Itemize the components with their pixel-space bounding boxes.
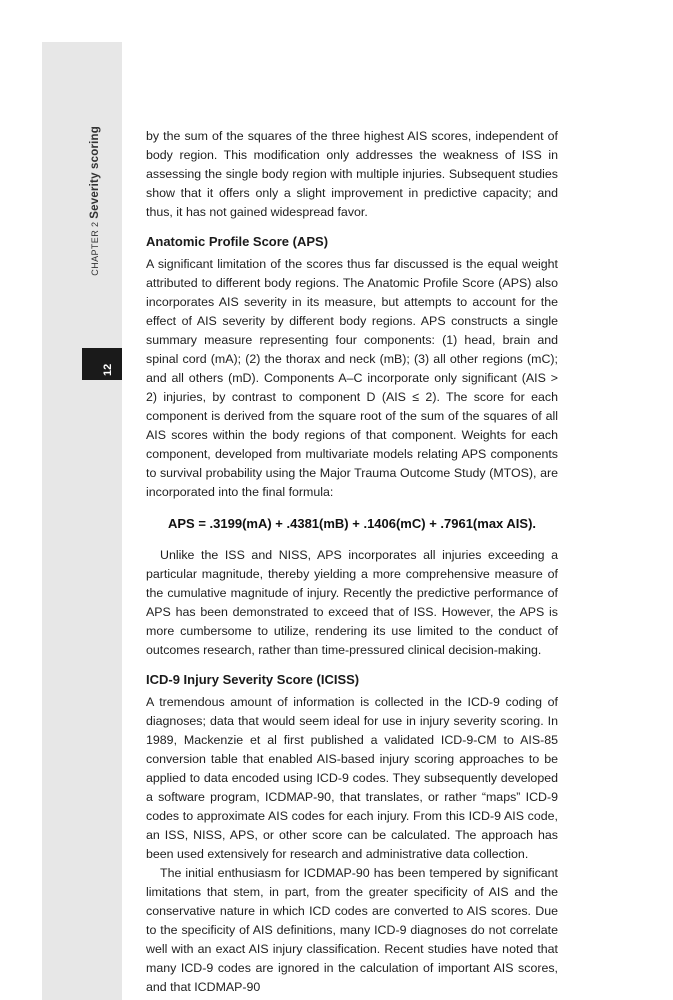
paragraph-iciss-1: A tremendous amount of information is collected in the ICD-9 coding of diagnoses; data that would seem ideal for use in injury severity scoring. In 1989, Mackenzie et al first published a validated ICD-9-CM to AIS-85 conversion table that enabled AIS-based injury scoring approaches to be applied to data encoded using ICD-9 codes. They subsequently developed a software program, ICDMAP-90, that translates, or rather “maps” ICD-9 codes to approximate AIS codes for each injury. From this ICD-9 AIS code, an ISS, NISS, APS, or other score can be calculated. The approach has been used extensively for research and administrative data collection.: [146, 695, 558, 861]
margin-sidebar: [42, 42, 122, 1000]
paragraph-aps-1: A significant limitation of the scores thus far discussed is the equal weight attributed to different body regions. The Anatomic Profile Score (APS) also incorporates AIS severity in its measure, but attempts to account for the effect of AIS severity by different body regions. APS constructs a single summary measure representing four components: (1) head, brain and spinal cord (mA); (2) the thorax and neck (mB); (3) all other regions (mC); and all others (mD). Components A–C incorporate only significant (AIS > 2) injuries, by contrast to component D (AIS ≤ 2). The score for each component is derived from the square root of the sum of the squares of all AIS scores within the body regions of that component. Weights for each component, developed from multivariate models relating APS components to survival probability using the Major Trauma Outcome Study (MTOS), are incorporated into the final formula:: [146, 257, 558, 499]
page-number-tab: [82, 348, 122, 380]
page-number: 12: [102, 363, 114, 376]
heading-aps: Anatomic Profile Score (APS): [146, 234, 329, 249]
heading-iciss: ICD-9 Injury Severity Score (ICISS): [146, 672, 360, 687]
main-text: [146, 127, 558, 997]
chapter-prefix: CHAPTER 2: [90, 218, 100, 276]
paragraph-intro: by the sum of the squares of the three highest AIS scores, independent of body region. This modification only addresses the weakness of ISS in assessing the single body region with multiple injuries. Subsequent studies show that it offers only a slight improvement in predictive capacity; and thus, it has not gained widespread favor.: [146, 129, 558, 219]
aps-formula: APS = .3199(mA) + .4381(mB) + .1406(mC) + .7961(max AIS).: [168, 516, 537, 531]
chapter-title: Severity scoring: [89, 126, 101, 219]
paragraph-aps-2: Unlike the ISS and NISS, APS incorporates all injuries exceeding a particular magnitude, thereby yielding a more comprehensive measure of the cumulative magnitude of injury. Recently the predictive performance of APS has been demonstrated to exceed that of ISS. However, the APS is more cumbersome to utilize, rendering its use limited to the conduct of outcomes research, rather than time-pressured clinical decision-making.: [146, 548, 558, 657]
paragraph-iciss-2: The initial enthusiasm for ICDMAP-90 has been tempered by significant limitations that stem, in part, from the greater specificity of AIS and the conservative nature in which ICD codes are converted to AIS scores. Due to the specificity of AIS definitions, many ICD-9 diagnoses do not correlate well with an exact AIS injury classification. Recent studies have noted that many ICD-9 codes are ignored in the calculation of important AIS scores, and that ICDMAP-90: [146, 866, 558, 994]
